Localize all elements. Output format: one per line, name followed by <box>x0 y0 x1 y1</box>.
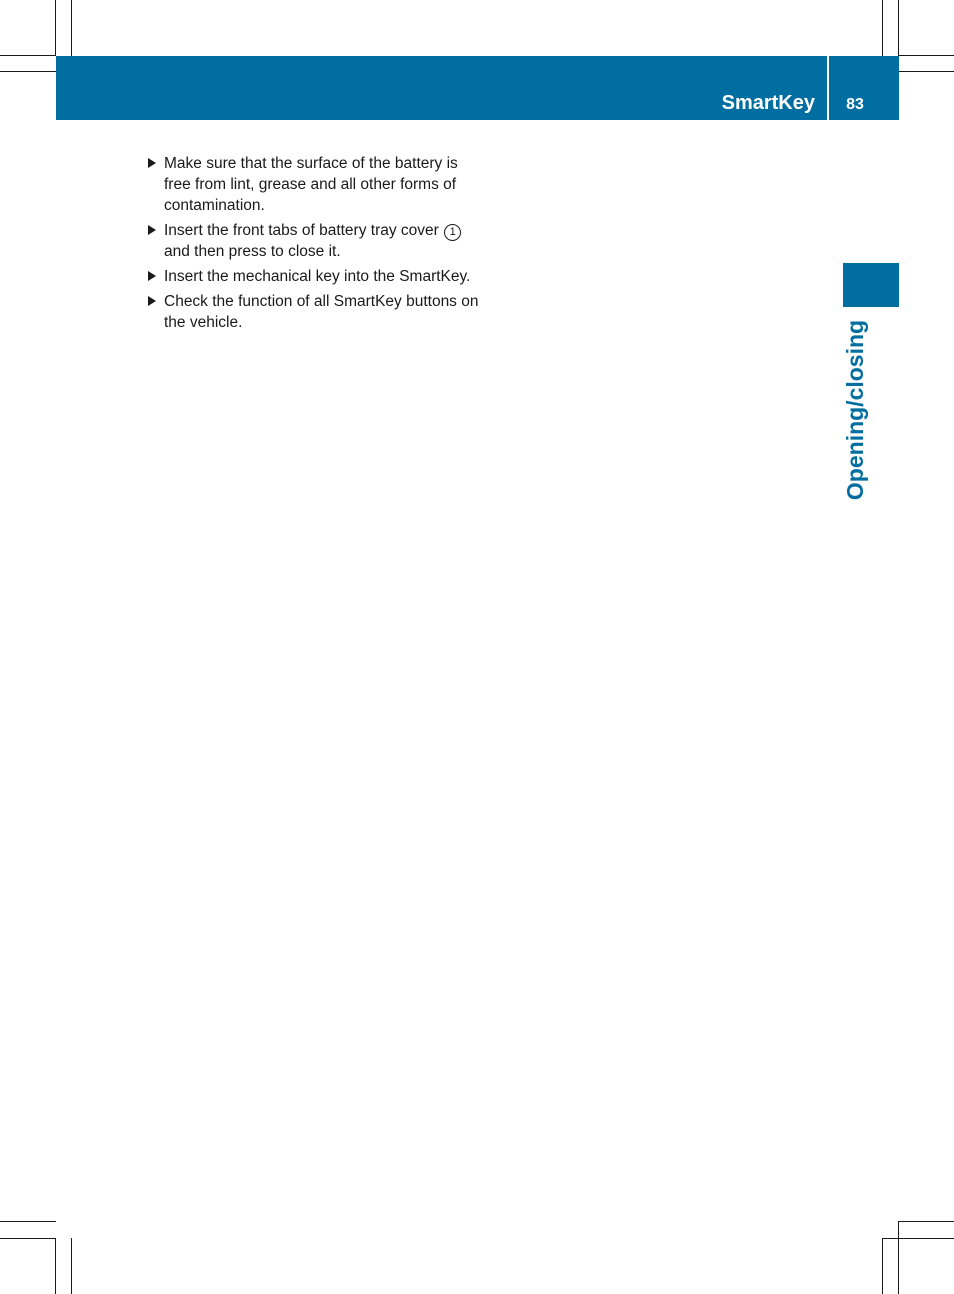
crop-mark <box>71 0 72 56</box>
instruction-step <box>146 153 486 216</box>
triangle-right-icon <box>148 271 156 281</box>
crop-mark <box>882 1238 883 1294</box>
step-text: and then press to close it. <box>164 243 341 260</box>
crop-mark <box>882 0 883 56</box>
crop-mark <box>55 1238 56 1294</box>
section-title: SmartKey <box>721 92 815 114</box>
step-text: Insert the mechanical key into the SmartKey. <box>164 268 471 285</box>
triangle-right-icon <box>148 158 156 168</box>
step-text: Check the function of all SmartKey buttons on the vehicle. <box>164 293 479 331</box>
instruction-list <box>146 153 486 337</box>
crop-mark <box>899 1221 954 1222</box>
crop-mark <box>0 55 56 56</box>
instruction-step <box>146 266 486 287</box>
triangle-right-icon <box>148 296 156 306</box>
side-tab-label: Opening/closing <box>842 319 868 500</box>
triangle-right-icon <box>148 225 156 235</box>
side-tab-label-area <box>833 312 877 507</box>
crop-mark <box>0 1221 56 1222</box>
page-number: 83 <box>846 96 864 113</box>
crop-mark <box>898 1221 899 1294</box>
callout-number: 1 <box>444 224 461 241</box>
crop-mark <box>898 0 899 56</box>
crop-mark <box>0 71 56 72</box>
step-text: Make sure that the surface of the battery is free from lint, grease and all other forms of contamination. <box>164 155 458 214</box>
crop-mark <box>882 1238 954 1239</box>
crop-mark <box>55 0 56 56</box>
step-text: Insert the front tabs of battery tray cover <box>164 222 439 239</box>
crop-mark <box>899 55 954 56</box>
instruction-step <box>146 220 486 262</box>
crop-mark <box>899 71 954 72</box>
instruction-step <box>146 291 486 333</box>
crop-mark <box>0 1238 56 1239</box>
crop-mark <box>71 1238 72 1294</box>
side-tab-marker <box>843 263 899 307</box>
